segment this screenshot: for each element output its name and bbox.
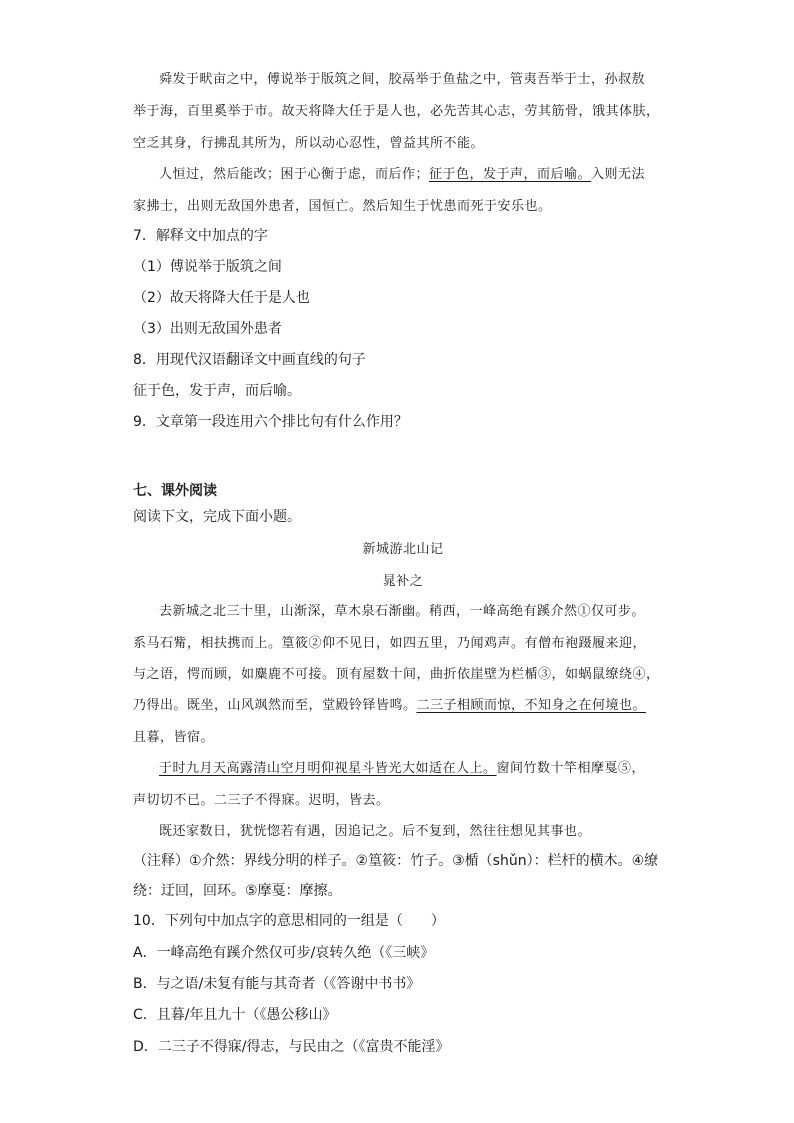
option-d: D．二三子不得寐/得志，与民由之（《富贵不能淫》: [133, 1039, 450, 1055]
question-8-sentence: 征于色，发于声，而后喻。: [133, 383, 301, 399]
question-7-3: （3）出则无敌国外患者: [133, 321, 282, 337]
option-c: C．且暮/年且九十（《愚公移山》: [133, 1007, 337, 1023]
option-a: A．一峰高绝有蹊介然仅可步/哀转久绝（《三峡》: [133, 945, 435, 961]
article-author: 晁补之: [382, 574, 424, 589]
passage1-line: 家拂士，出则无敌国外患者，国恒亡。然后知生于忧患而死于安乐也。: [133, 199, 552, 214]
question-9: 9．文章第一段连用六个排比句有什么作用？: [133, 414, 408, 430]
article-line: 去新城之北三十里，山渐深，草木泉石渐幽。稍西，一峰高绝有蹊介然①仅可步。: [159, 604, 646, 619]
passage1-line: 舜发于畎亩之中，傅说举于版筑之间，胶鬲举于鱼盐之中，管夷吾举于士，孙叔敖: [159, 72, 646, 87]
article-line: 声切切不已。二三子不得寐。迟明，皆去。: [133, 793, 390, 808]
question-8: 8．用现代汉语翻译文中画直线的句子: [133, 352, 366, 368]
article-line: 与之语，愕而顾，如麋鹿不可接。顶有屋数十间，曲折依崖壁为栏楯③，如蜗鼠缭绕④，: [133, 667, 660, 682]
section-heading: 七、课外阅读: [133, 483, 217, 499]
article-text: 乃得出。既坐，山风飒然而至，堂殿铃铎皆鸣。: [133, 698, 417, 713]
article-title: 新城游北山记: [362, 542, 444, 557]
section-instruction: 阅读下文，完成下面小题。: [133, 509, 301, 525]
question-7: 7．解释文中加点的字: [133, 228, 268, 244]
article-line: [133, 694, 646, 713]
underlined-sentence: 二三子相顾而惊，不知身之在何境也。: [416, 698, 647, 713]
article-text: 窗间竹数十竿相摩戛⑤，: [496, 761, 646, 776]
notes-line: （注释）①介然：界线分明的样子。②篁筱：竹子。③楯（shǔn）：栏杆的横木。④缭: [133, 853, 659, 869]
passage1-line: 举于海，百里奚举于市。故天将降大任于是人也，必先苦其心志，劳其筋骨，饿其体肤，: [133, 104, 660, 119]
question-10: 10．下列句中加点字的意思相同的一组是（ ）: [133, 913, 445, 929]
article-line: 系马石觜，相扶携而上。篁筱②仰不见日，如四五里，乃闻鸡声。有僧布袍蹑履来迎，: [133, 636, 647, 651]
passage1-line: 空乏其身，行拂乱其所为，所以动心忍性，曾益其所不能。: [133, 136, 485, 151]
underlined-sentence: 于时九月天高露清山空月明仰视星斗皆光大如适在人上。: [159, 761, 497, 776]
article-line: 既还家数日，犹恍惚若有遇，因追记之。后不复到，然往往想见其事也。: [159, 824, 592, 839]
passage-text: 人恒过，然后能改；困于心衡于虑，而后作；: [159, 167, 430, 182]
question-7-1: （1）傅说举于版筑之间: [133, 259, 282, 275]
passage-text: 入则无法: [591, 167, 646, 182]
option-b: B．与之语/未复有能与其奇者（《答谢中书书》: [133, 976, 421, 992]
notes-line: 绕：迂回，回环。⑤摩戛：摩擦。: [133, 883, 342, 899]
underlined-sentence: 征于色，发于声，而后喻。: [429, 167, 592, 182]
question-7-2: （2）故天将降大任于是人也: [133, 290, 310, 306]
article-line: [133, 757, 645, 776]
article-line: 且暮，皆宿。: [133, 730, 215, 745]
passage1-line: [133, 163, 645, 182]
